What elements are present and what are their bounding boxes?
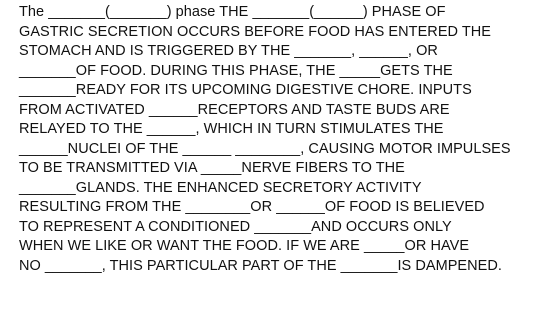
text-line-13: WHEN WE LIKE OR WANT THE FOOD. IF WE ARE _____OR HAVE xyxy=(19,238,470,254)
text-line-10: _______GLANDS. THE ENHANCED SECRETORY ACTIVITY xyxy=(19,179,422,196)
text-line-3: STOMACH AND IS TRIGGERED BY THE _______, ______, OR xyxy=(19,43,438,59)
text-line-12: TO REPRESENT A CONDITIONED _______AND OCCURS ONLY xyxy=(19,218,452,235)
text-line-1: The _______(_______) phase THE _______(______) PHASE OF xyxy=(19,4,446,20)
text-line-6: FROM ACTIVATED ______RECEPTORS AND TASTE BUDS ARE xyxy=(19,101,450,118)
text-line-2: GASTRIC SECRETION OCCURS BEFORE FOOD HAS ENTERED THE xyxy=(19,23,492,40)
text-line-11: RESULTING FROM THE ________OR ______OF FOOD IS BELIEVED xyxy=(19,199,485,215)
text-line-9: TO BE TRANSMITTED VIA _____NERVE FIBERS TO THE xyxy=(19,160,405,176)
text-line-5: _______READY FOR ITS UPCOMING DIGESTIVE CHORE. INPUTS xyxy=(19,82,472,98)
text-line-4: _______OF FOOD. DURING THIS PHASE, THE _____GETS THE xyxy=(19,62,453,79)
text-line-8: ______NUCLEI OF THE ______ ________, CAUSING MOTOR IMPULSES xyxy=(19,140,511,157)
text-line-7: RELAYED TO THE ______, WHICH IN TURN STIMULATES THE xyxy=(19,121,444,137)
question-text xyxy=(19,3,551,276)
text-line-14: NO _______, THIS PARTICULAR PART OF THE _______IS DAMPENED. xyxy=(19,257,502,274)
